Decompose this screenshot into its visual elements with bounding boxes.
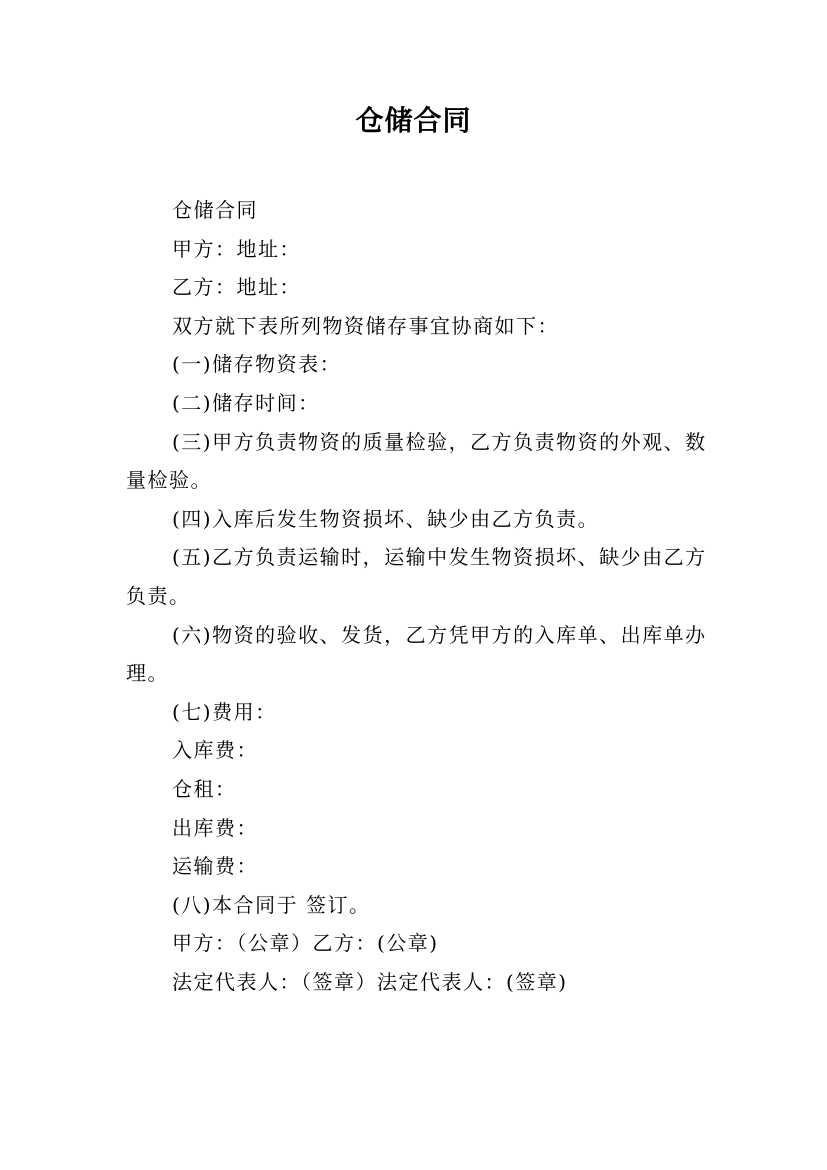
paragraph-seals: 甲方：（公章）乙方：(公章) xyxy=(172,931,439,956)
document-title: 仓储合同 xyxy=(355,104,472,137)
paragraph-clause-7: (七)费用： xyxy=(172,699,277,724)
paragraph-clause-4: (四)入库后发生物资损坏、缺少由乙方负责。 xyxy=(172,506,600,531)
paragraph-fee-transport: 运输费： xyxy=(172,854,258,879)
paragraph-intro: 双方就下表所列物资储存事宜协商如下： xyxy=(172,313,559,338)
document-body xyxy=(126,191,716,1001)
paragraph-clause-8: (八)本合同于 签订。 xyxy=(172,892,371,917)
paragraph-signatures: 法定代表人：（签章）法定代表人：(签章) xyxy=(172,969,568,994)
paragraph-clause-2: (二)储存时间： xyxy=(172,390,320,415)
paragraph-party-b: 乙方：地址： xyxy=(172,275,301,300)
paragraph-clause-6: (六)物资的验收、发货，乙方凭甲方的入库单、出库单办理。 xyxy=(126,622,707,686)
paragraph-clause-1: (一)储存物资表： xyxy=(172,352,342,377)
paragraph-party-a: 甲方：地址： xyxy=(172,236,301,261)
paragraph-heading: 仓储合同 xyxy=(172,198,258,222)
paragraph-fee-rent: 仓租： xyxy=(172,776,237,801)
paragraph-fee-storage-in: 入库费： xyxy=(172,738,258,763)
paragraph-fee-storage-out: 出库费： xyxy=(172,815,258,840)
paragraph-clause-5: (五)乙方负责运输时，运输中发生物资损坏、缺少由乙方负责。 xyxy=(126,545,707,608)
paragraph-clause-3: (三)甲方负责物资的质量检验，乙方负责物资的外观、数量检验。 xyxy=(126,429,707,493)
